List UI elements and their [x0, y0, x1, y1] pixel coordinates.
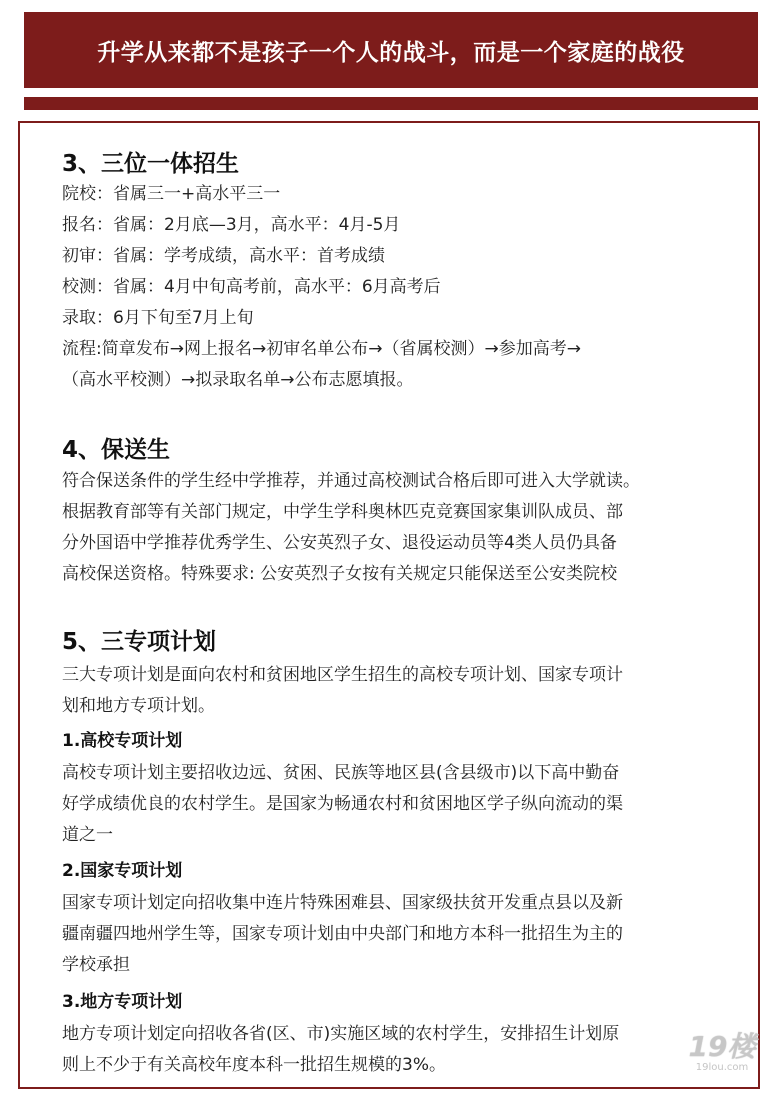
header-stripe	[24, 97, 758, 110]
section-3-line: 院校：省属三一+高水平三一	[62, 184, 281, 204]
section-3-line: 校测：省属：4月中旬高考前，高水平：6月高考后	[62, 277, 441, 297]
plan-1-title: 1.高校专项计划	[62, 731, 183, 751]
plan-3-title: 3.地方专项计划	[62, 992, 183, 1012]
plan-1-line: 高校专项计划主要招收边远、贫困、民族等地区县(含县级市)以下高中勤奋	[62, 763, 620, 783]
section-5-heading: 5、三专项计划	[62, 629, 217, 655]
plan-2-title: 2.国家专项计划	[62, 861, 183, 881]
watermark-url: 19lou.com	[695, 1062, 749, 1073]
section-4-line: 高校保送资格。特殊要求: 公安英烈子女按有关规定只能保送至公安类院校	[62, 564, 618, 584]
plan-1-line: 道之一	[62, 825, 113, 845]
section-3-line: 初审：省属：学考成绩，高水平：首考成绩	[62, 246, 385, 266]
section-3-line: 录取：6月下旬至7月上旬	[62, 308, 254, 328]
section-3-heading: 3、三位一体招生	[62, 151, 240, 177]
page-title: 升学从来都不是孩子一个人的战斗，而是一个家庭的战役	[97, 38, 685, 66]
section-3-line: 报名：省属：2月底—3月，高水平：4月-5月	[62, 215, 401, 235]
section-4-heading: 4、保送生	[62, 437, 171, 463]
plan-2-line: 疆南疆四地州学生等，国家专项计划由中央部门和地方本科一批招生为主的	[62, 924, 623, 944]
plan-1-line: 好学成绩优良的农村学生。是国家为畅通农村和贫困地区学子纵向流动的渠	[62, 794, 623, 814]
watermark-logo-text: 19楼	[688, 1030, 756, 1063]
section-4-line: 根据教育部等有关部门规定，中学生学科奥林匹克竞赛国家集训队成员、部	[62, 502, 623, 522]
plan-3-line: 则上不少于有关高校年度本科一批招生规模的3%。	[62, 1055, 446, 1075]
section-3-line: 流程:简章发布→网上报名→初审名单公布→（省属校测）→参加高考→	[62, 339, 581, 359]
content-card	[18, 121, 760, 1089]
section-3-line: （高水平校测）→拟录取名单→公布志愿填报。	[62, 370, 414, 390]
section-4-line: 符合保送条件的学生经中学推荐，并通过高校测试合格后即可进入大学就读。	[62, 471, 640, 491]
plan-2-line: 学校承担	[62, 955, 130, 975]
section-5-intro-line: 划和地方专项计划。	[62, 696, 215, 716]
header-banner	[24, 12, 758, 88]
watermark-logo	[682, 1032, 762, 1084]
section-4-line: 分外国语中学推荐优秀学生、公安英烈子女、退役运动员等4类人员仍具备	[62, 533, 617, 553]
plan-3-line: 地方专项计划定向招收各省(区、市)实施区域的农村学生，安排招生计划原	[62, 1024, 620, 1044]
plan-2-line: 国家专项计划定向招收集中连片特殊困难县、国家级扶贫开发重点县以及新	[62, 893, 623, 913]
section-5-intro-line: 三大专项计划是面向农村和贫困地区学生招生的高校专项计划、国家专项计	[62, 665, 623, 685]
